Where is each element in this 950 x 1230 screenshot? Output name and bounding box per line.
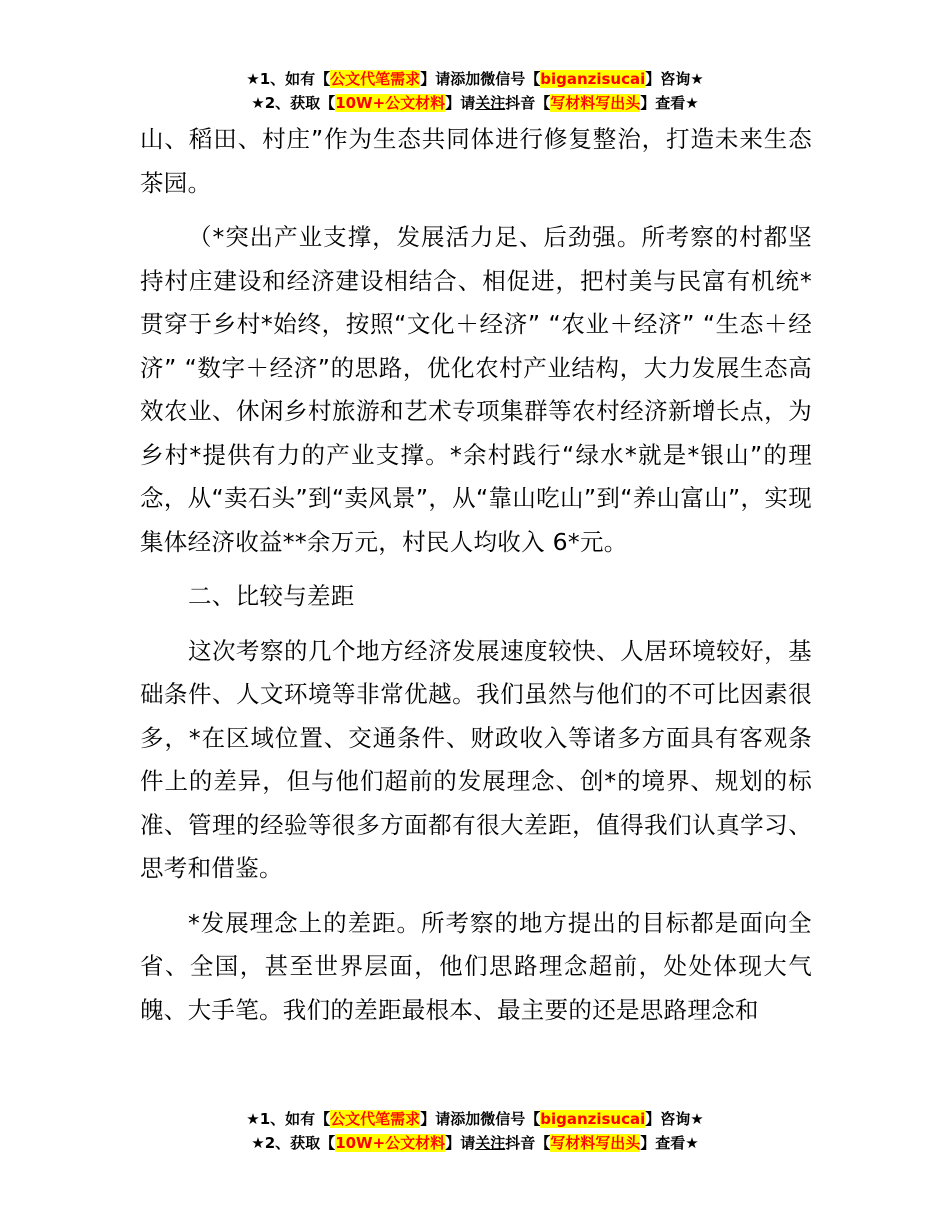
footer-banner-line-2: ★2、获取【10W+公文材料】请关注抖音【写材料写出头】查看★ — [251, 1134, 699, 1152]
footer-banner-line-1: ★1、如有【公文代笔需求】请添加微信号【biganzisucai】咨询★ — [246, 1110, 704, 1128]
paragraph-industry-support: （*突出产业支撑，发展活力足、后劲强。所考察的村都坚持村庄建设和经济建设相结合、相促进，把村美与民富有机统*贯穿于乡村*始终，按照“文化＋经济” “农业＋经济” “生态＋经济” “数字＋经济”的思路，优化农村产业结构，大力发展生态高效农业、休闲乡村旅游和艺术专项集群等农村经济新增长点，为乡村*提供有力的产业支撑。*余村践行“绿水*就是*银山”的理念，从“卖石头”到“卖风景”，从“靠山吃山”到“养山富山”，实现集体经济收益**余万元，村民人均收入 6*元。 — [140, 223, 812, 556]
paragraph-comparison-intro: 这次考察的几个地方经济发展速度较快、人居环境较好，基础条件、人文环境等非常优越。我们虽然与他们的不可比因素很多，*在区域位置、交通条件、财政收入等诸多方面具有客观条件上的差异，但与他们超前的发展理念、创*的境界、规划的标准、管理的经验等很多方面都有很大差距，值得我们认真学习、思考和借鉴。 — [140, 636, 812, 882]
underlined-follow: 关注 — [475, 94, 506, 112]
highlight-service: 公文代笔需求 — [330, 1110, 421, 1128]
header-banner-line-1: ★1、如有【公文代笔需求】请添加微信号【biganzisucai】咨询★ — [246, 70, 704, 88]
highlight-douyin-account: 写材料写出头 — [550, 1134, 641, 1152]
highlight-materials: 10W+公文材料 — [335, 1134, 446, 1152]
highlight-douyin-account: 写材料写出头 — [550, 94, 641, 112]
highlight-wechat-id: biganzisucai — [540, 1110, 646, 1128]
footer-banner — [0, 1107, 950, 1155]
highlight-wechat-id: biganzisucai — [540, 70, 646, 88]
paragraph-concept-gap: *发展理念上的差距。所考察的地方提出的目标都是面向全省、全国，甚至世界层面，他们思路理念超前，处处体现大气魄、大手笔。我们的差距最根本、最主要的还是思路理念和 — [140, 908, 812, 1024]
highlight-materials: 10W+公文材料 — [335, 94, 446, 112]
header-banner — [0, 67, 950, 115]
underlined-follow: 关注 — [475, 1134, 506, 1152]
section-heading-comparison: 二、比较与差距 — [188, 582, 355, 610]
paragraph-continuation: 山、稻田、村庄”作为生态共同体进行修复整治，打造未来生态茶园。 — [140, 125, 812, 197]
highlight-service: 公文代笔需求 — [330, 70, 421, 88]
document-body — [140, 118, 812, 1043]
header-banner-line-2: ★2、获取【10W+公文材料】请关注抖音【写材料写出头】查看★ — [251, 94, 699, 112]
